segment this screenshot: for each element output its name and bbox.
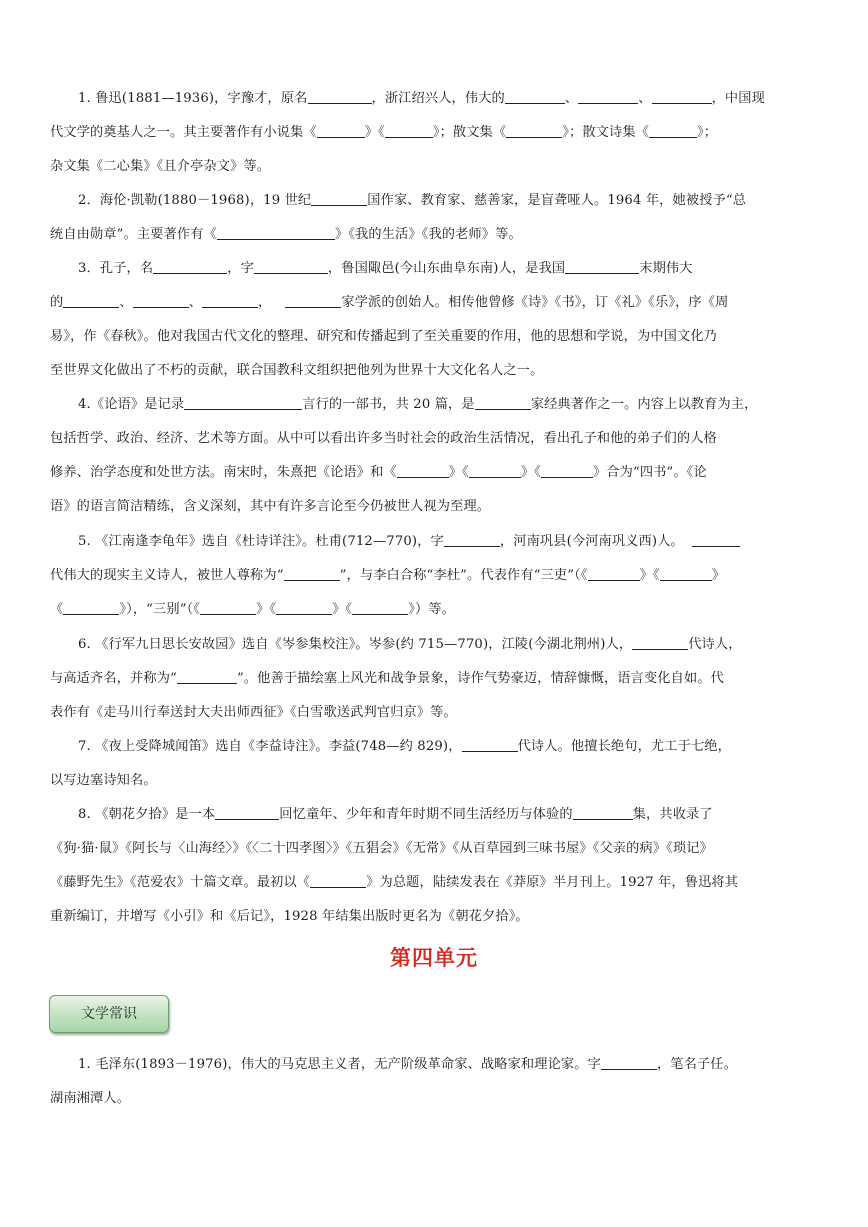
fill-blank[interactable] <box>506 122 562 138</box>
fill-blank[interactable] <box>444 531 500 547</box>
item-8-line-1 <box>50 798 822 832</box>
item-6-line-1 <box>50 628 822 662</box>
fill-blank[interactable] <box>352 599 408 615</box>
item-4-line-4 <box>50 490 822 524</box>
text: 》），“三别”（《 <box>119 602 201 617</box>
fill-blank[interactable] <box>184 394 302 410</box>
item-5 <box>50 525 822 627</box>
unit4-item-1-line-2 <box>50 1082 822 1116</box>
text: 易》，作《春秋》。他对我国古代文化的整理、研究和传播起到了至关重要的作用，他的思想和学说，为中国文化乃 <box>50 329 718 344</box>
text: 》《 <box>364 125 385 140</box>
item-7 <box>50 730 822 798</box>
text: 杂文集《二心集》《且介亭杂文》等。 <box>50 159 271 174</box>
fill-blank[interactable] <box>565 258 639 274</box>
text: 代诗人。他擅长绝句，尤工于七绝， <box>517 739 731 754</box>
item-8 <box>50 798 822 934</box>
text: 重新编订，并增写《小引》和《后记》，1928 年结集出版时更名为《朝花夕拾》。 <box>50 909 529 924</box>
text: 《狗·猫·鼠》《阿长与〈山海经〉》《〈二十四孝图〉》《五猖会》《无常》《从百草园到三味书屋》《父亲的病》《琐记》 <box>50 841 713 856</box>
fill-blank[interactable] <box>578 88 638 104</box>
text: 3．孔子，名 <box>78 261 154 276</box>
item-8-line-2 <box>50 832 822 866</box>
text: 的 <box>50 295 64 310</box>
fill-blank[interactable] <box>217 224 335 240</box>
text: 《 <box>50 602 64 617</box>
fill-blank[interactable] <box>462 736 518 752</box>
text: ，中国现 <box>711 91 765 106</box>
text: 》合为“四书”。《论 <box>592 465 707 480</box>
fill-blank[interactable] <box>310 872 366 888</box>
fill-blank[interactable] <box>215 804 279 820</box>
text: 6. 《行军九日思长安故园》选自《岑参集校注》。岑参(约 715—770)，江陵(今湖北荆州)人， <box>78 637 633 652</box>
text: 》《 <box>332 602 353 617</box>
fill-blank[interactable] <box>469 462 521 478</box>
item-5-line-2 <box>50 559 822 593</box>
text: 》 <box>711 568 726 583</box>
item-6-line-2 <box>50 662 822 696</box>
fill-blank[interactable] <box>284 565 340 581</box>
text: 2．海伦·凯勒(1880－1968)，19 世纪 <box>78 193 312 208</box>
text: 》《 <box>520 465 541 480</box>
item-8-line-3 <box>50 866 822 900</box>
text: 代诗人， <box>688 637 742 652</box>
item-5-line-1 <box>50 525 822 559</box>
fill-blank[interactable] <box>541 462 593 478</box>
text: ，河南巩县(今河南巩义西)人。 <box>499 534 684 549</box>
text: 语》的语言简洁精练，含义深刻，其中有许多言论至今仍被世人视为至理。 <box>50 499 491 514</box>
fill-blank[interactable] <box>276 599 332 615</box>
fill-blank[interactable] <box>660 565 712 581</box>
text: 、 <box>119 295 133 310</box>
text: 与高适齐名，并称为“ <box>50 671 177 686</box>
text: 统自由勋章”。主要著作有《 <box>50 227 217 242</box>
item-1 <box>50 82 822 184</box>
fill-blank[interactable] <box>285 292 341 308</box>
item-6 <box>50 628 822 730</box>
text: ，浙江绍兴人，伟大的 <box>371 91 505 106</box>
item-2 <box>50 184 822 252</box>
item-2-line-2 <box>50 218 822 252</box>
text: ”，与李白合称“李杜”。代表作有“三吏”（《 <box>339 568 588 583</box>
fill-blank[interactable] <box>177 668 237 684</box>
item-3 <box>50 252 822 388</box>
item-6-line-3 <box>50 696 822 730</box>
fill-blank[interactable] <box>692 531 740 547</box>
text: 1. 毛泽东(1893－1976)，伟大的马克思主义者，无产阶级革命家、战略家和理论家。字 <box>78 1057 601 1072</box>
text: 7. 《夜上受降城闻笛》选自《李益诗注》。李益(748—约 829)， <box>78 739 462 754</box>
text: 修养、治学态度和处世方法。南宋时，朱熹把《论语》和《 <box>50 465 397 480</box>
text: 》《我的生活》《我的老师》等。 <box>334 227 522 242</box>
text: ，鲁国陬邑(今山东曲阜东南)人，是我国 <box>327 261 566 276</box>
text: 代文学的奠基人之一。其主要著作有小说集《 <box>50 125 317 140</box>
text: 集，共收录了 <box>632 807 713 822</box>
text: 回忆童年、少年和青年时期不同生活经历与体验的 <box>279 807 573 822</box>
fill-blank[interactable] <box>573 804 633 820</box>
section-tag-literary-knowledge: 文学常识 <box>49 995 169 1033</box>
fill-blank[interactable] <box>308 88 372 104</box>
fill-blank[interactable] <box>397 462 449 478</box>
text: 末期伟大 <box>639 261 693 276</box>
fill-blank[interactable] <box>254 258 328 274</box>
fill-blank[interactable] <box>601 1054 657 1070</box>
text: 、 <box>188 295 203 310</box>
fill-blank[interactable] <box>317 122 365 138</box>
item-4-line-3 <box>50 456 822 490</box>
text: 至世界文化做出了不朽的贡献，联合国教科文组织把他列为世界十大文化名人之一。 <box>50 363 544 378</box>
fill-blank[interactable] <box>475 394 531 410</box>
text: 》《 <box>448 465 469 480</box>
fill-blank[interactable] <box>202 292 258 308</box>
item-8-line-4 <box>50 900 822 934</box>
text: 表作有《走马川行奉送封大夫出师西征》《白雪歌送武判官归京》等。 <box>50 705 457 720</box>
unit4-item-1 <box>50 1048 822 1116</box>
text: 家学派的创始人。相传他曾修《诗》《书》，订《礼》《乐》，序《周 <box>341 295 729 310</box>
text: ”。他善于描绘塞上风光和战争景象，诗作气势豪迈，情辞慷慨，语言变化自如。代 <box>236 671 724 686</box>
text: 言行的一部书，共 20 篇，是 <box>302 397 475 412</box>
text: 》）等。 <box>408 602 455 617</box>
fill-blank[interactable] <box>311 190 367 206</box>
text: 包括哲学、政治、经济、艺术等方面。从中可以看出许多当时社会的政治生活情况，看出孔子和他的弟子们的人格 <box>50 431 717 446</box>
item-3-line-3 <box>50 320 822 354</box>
text: 5. 《江南逢李龟年》选自《杜诗详注》。杜甫(712—770)，字 <box>78 534 444 549</box>
text: 《藤野先生》《范爱农》十篇文章。最初以《 <box>50 875 311 890</box>
fill-blank[interactable] <box>63 292 119 308</box>
text: 国作家、教育家、慈善家，是盲聋哑人。1964 年，她被授予“总 <box>367 193 747 208</box>
item-3-line-4 <box>50 354 822 388</box>
fill-blank[interactable] <box>588 565 640 581</box>
fill-blank[interactable] <box>63 599 119 615</box>
text: ， <box>258 295 272 310</box>
fill-blank[interactable] <box>385 122 433 138</box>
fill-blank[interactable] <box>153 258 227 274</box>
item-1-line-3 <box>50 150 822 184</box>
unit-heading: 第四单元 <box>390 945 478 970</box>
text: ，笔名子任。 <box>656 1057 737 1072</box>
item-1-line-1 <box>50 82 822 116</box>
text: 、 <box>564 91 579 106</box>
item-4-line-1 <box>50 388 822 422</box>
text: 》；散文集《 <box>432 125 507 140</box>
text: 、 <box>638 91 652 106</box>
item-7-line-1 <box>50 730 822 764</box>
fill-blank[interactable] <box>133 292 189 308</box>
fill-blank[interactable] <box>632 634 688 650</box>
text: 》；散文诗集《 <box>562 125 650 140</box>
text: 》《 <box>639 568 660 583</box>
text: 湖南湘潭人。 <box>50 1091 131 1106</box>
text: 》为总题，陆续发表在《莽原》半月刊上。1927 年，鲁迅将其 <box>366 875 739 890</box>
item-1-line-2 <box>50 116 822 150</box>
unit4-item-1-line-1 <box>50 1048 822 1082</box>
fill-blank[interactable] <box>652 88 712 104</box>
text: 以写边塞诗知名。 <box>50 773 157 788</box>
item-3-line-1 <box>50 252 822 286</box>
text: 8. 《朝花夕拾》是一本 <box>78 807 216 822</box>
item-4 <box>50 388 822 524</box>
text: 代伟大的现实主义诗人，被世人尊称为“ <box>50 568 284 583</box>
item-3-line-2 <box>50 286 822 320</box>
text: ，字 <box>227 261 254 276</box>
fill-blank[interactable] <box>200 599 256 615</box>
text: 》《 <box>256 602 277 617</box>
item-7-line-2 <box>50 764 822 798</box>
fill-blank[interactable] <box>649 122 697 138</box>
text: 4.《论语》是记录 <box>78 397 185 412</box>
item-2-line-1 <box>50 184 822 218</box>
text: 家经典著作之一。内容上以教育为主， <box>530 397 758 412</box>
text: 》； <box>697 125 718 140</box>
item-5-line-3 <box>50 593 822 627</box>
text: 1. 鲁迅(1881—1936)，字豫才，原名 <box>78 91 308 106</box>
fill-blank[interactable] <box>505 88 565 104</box>
item-4-line-2 <box>50 422 822 456</box>
